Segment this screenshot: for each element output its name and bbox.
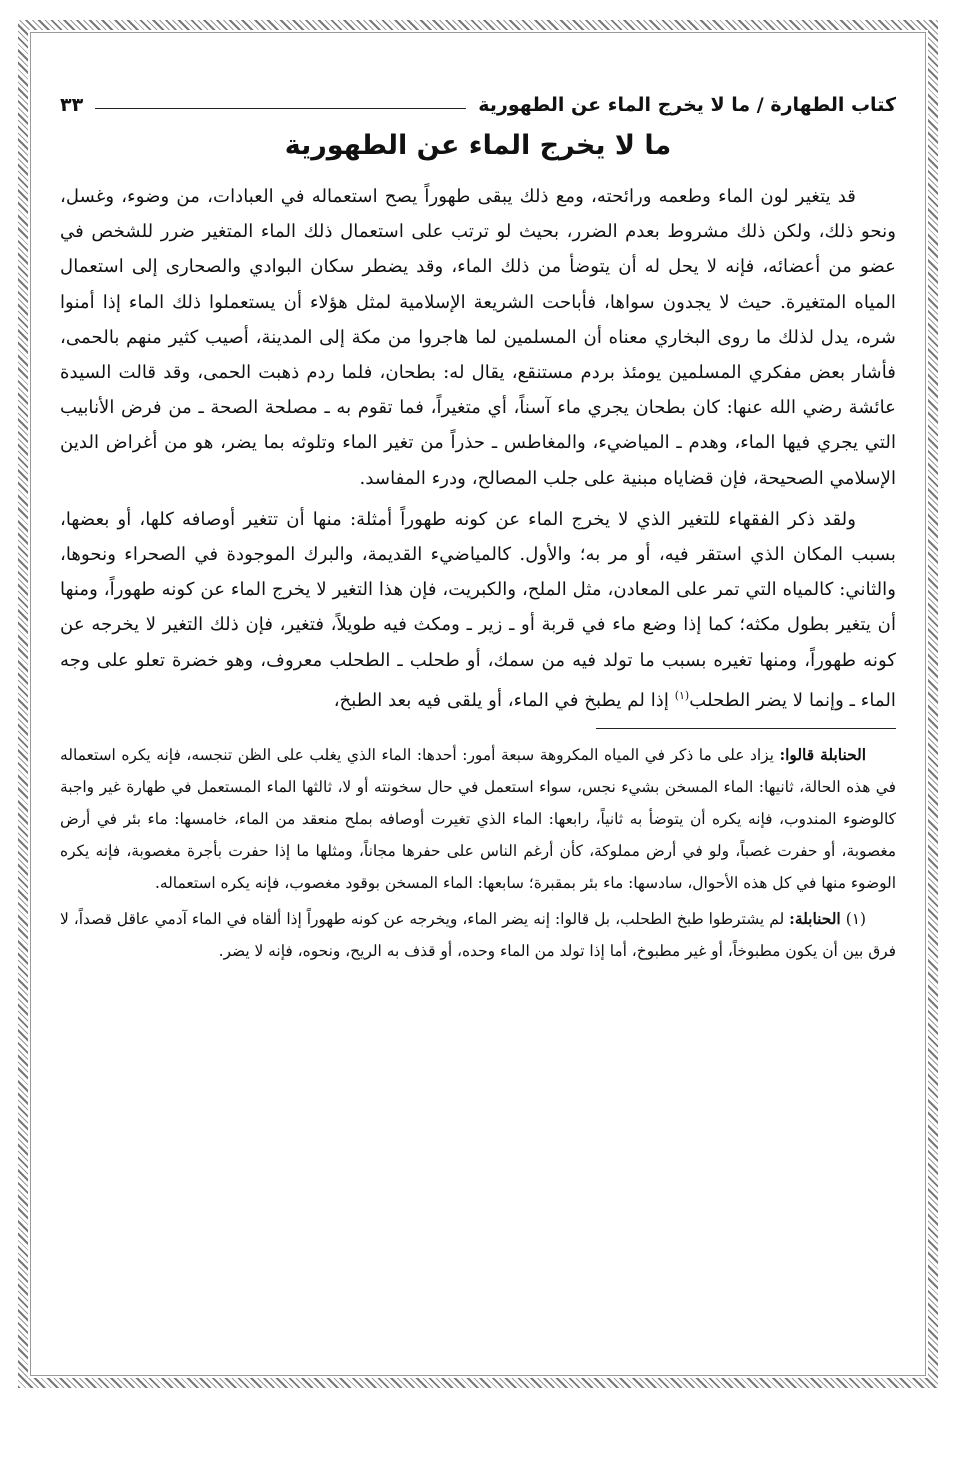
running-header xyxy=(60,80,896,116)
chapter-title: ما لا يخرج الماء عن الطهورية xyxy=(284,130,672,161)
footnote-separator xyxy=(596,728,896,729)
page-content xyxy=(60,80,896,1370)
para2-text-before-ref: ولقد ذكر الفقهاء للتغير الذي لا يخرج الماء عن كونه طهوراً أمثلة: منها أن تتغير أوصافه كلها، أو بعضها، بسبب المكان الذي استقر فيه، أو مر به؛ والأول. كالمياضيء القديمة، والبرك الموجودة في الصحراء ونحوها، والثاني: كالمياه التي تمر على المعادن، مثل الملح، والكبريت، فإن هذا التغير لا يخرج الماء عن كونه طهوراً، ومنها أن يتغير بطول مكثه؛ كما إذا وضع ماء في قربة أو ـ زير ـ ومكث فيه طويلاً، فتغير، فإن ذلك التغير لا يخرجه عن كونه طهوراً، ومنها تغيره بسبب ما تولد فيه من سمك، أو طحلب ـ الطحلب معروف، وهو خضرة تعلو على وجه الماء ـ وإنما لا يضر الطحلب xyxy=(60,508,896,711)
note-hanabila-makruh xyxy=(60,739,896,899)
note2-text: لم يشترطوا طبخ الطحلب، بل قالوا: إنه يضر الماء، ويخرجه عن كونه طهوراً إذا ألقاه في الماء آدمي عاقل قصداً، لا فرق بين أن يكون مطبوخاً، أو غير مطبوخ، أما إذا تولد من الماء وحده، أو قذف به الريح، ونحوه، فإنه لا يضر. xyxy=(60,910,896,961)
footnote-1 xyxy=(60,903,896,967)
note2-lead: الحنابلة: xyxy=(789,910,841,929)
note1-lead: الحنابلة قالوا: xyxy=(779,746,866,765)
body-paragraph-1: قد يتغير لون الماء وطعمه ورائحته، ومع ذلك يبقى طهوراً يصح استعماله في العبادات، من وضوء، وغسل، ونحو ذلك، ولكن ذلك مشروط بعدم الضرر، بحيث لو ترتب على استعمال ذلك الماء المتغير ضرر للشخص في عضو من أعضائه، فإنه لا يحل له أن يتوضأ من ذلك الماء، وقد يضطر سكان البوادي والصحارى إلى استعمال المياه المتغيرة. حيث لا يجدون سواها، فأباحت الشريعة الإسلامية لمثل هؤلاء أن يستعملوا ذلك الماء إذا أمنوا شره، يدل لذلك ما روى البخاري معناه أن المسلمين لما هاجروا من مكة إلى المدينة، أصيب كثير منهم بالحمى، فأشار بعض مفكري المسلمين يومئذ بردم مستنقع، يقال له: بطحان، فلما ردم ذهبت الحمى، وقد قالت السيدة عائشة رضي الله عنها: كان بطحان يجري ماء آسناً، أي متغيراً، فما تقوم به ـ مصلحة الصحة ـ من فرض الأنابيب التي يجري فيها الماء، وهدم ـ المياضيء، والمغاطس ـ حذراً من تغير الماء وتلوثه بما يضر، هو من أغراض الدين الإسلامي الصحيحة، فإن قضاياه مبنية على جلب المصالح، ودرء المفاسد. xyxy=(60,186,896,489)
page-number: ٣٣ xyxy=(60,94,84,116)
para2-text-after-ref: إذا لم يطبخ في الماء، أو يلقى فيه بعد الطبخ، xyxy=(333,689,675,711)
body-paragraph-2 xyxy=(60,502,896,718)
footnote-reference[interactable]: (١) xyxy=(674,688,690,702)
footnote-number: (١) xyxy=(845,910,866,929)
header-rule xyxy=(95,108,466,109)
running-title: كتاب الطهارة / ما لا يخرج الماء عن الطهورية xyxy=(478,94,896,116)
note1-text: يزاد على ما ذكر في المياه المكروهة سبعة أمور: أحدها: الماء الذي يغلب على الظن تنجسه، فإنه يكره استعماله في هذه الحالة، ثانيها: الماء المسخن بشيء نجس، سواء استعمل في حال سخونته أو لا، ثالثها الماء المستعمل في طهارة غير واجبة كالوضوء المندوب، فإنه يكره أن يتوضأ به ثانياً، رابعها: الماء الذي تغيرت أوصافه بملح منعقد من الماء، خامسها: ماء بئر في أرض مغصوبة، أو حفرت غصباً، ولو في أرض مملوكة، كأن أرغم الناس على حفرها مجاناً، ومثلها ما إذا حفرت بأجرة مغصوبة، فإنه يكره الوضوء منها في كل هذه الأحوال، سادسها: ماء بئر بمقبرة؛ سابعها: الماء المسخن بوقود مغصوب، فإنه يكره استعماله. xyxy=(60,746,896,893)
